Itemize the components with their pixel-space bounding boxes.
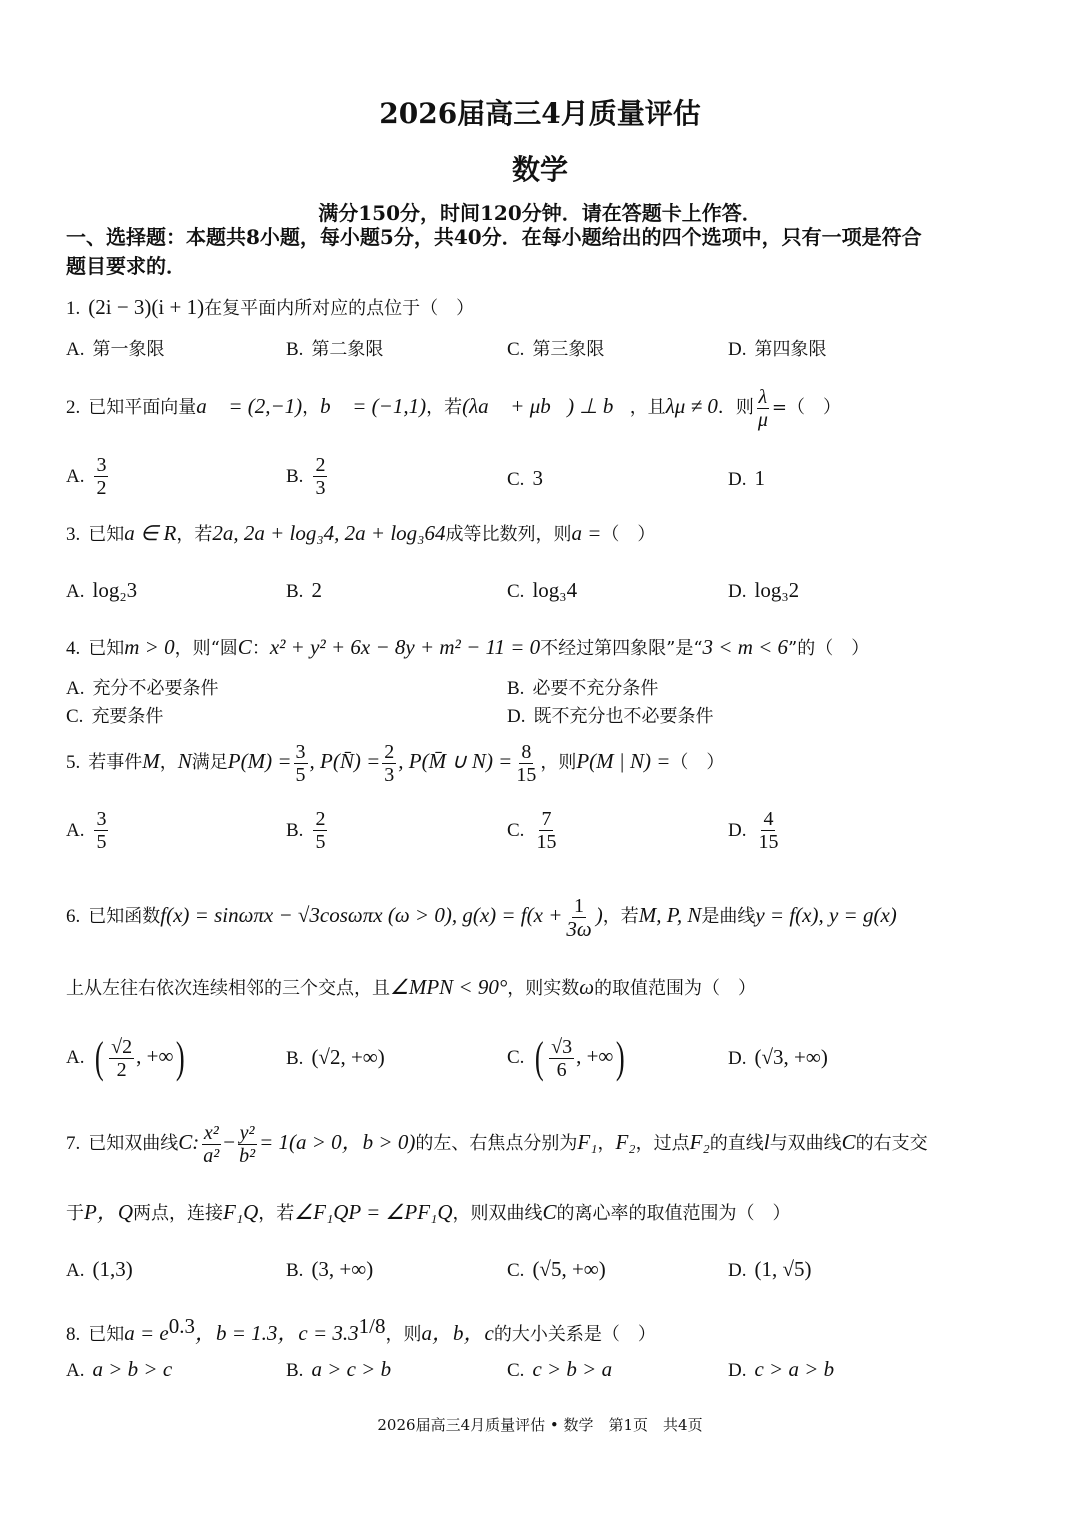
paren: ) [616,1033,626,1082]
option-text: log₂3 [92,578,138,602]
q3-option-c[interactable] [507,578,577,604]
option-text: c > a > b [754,1357,835,1381]
numerator: 2 [315,454,326,476]
option-label: A. [66,1260,85,1281]
option-label: B. [286,819,304,841]
text: 已知双曲线 [88,1133,179,1154]
option-label: C. [66,706,84,727]
text: 的取值范围为（ ） [594,978,757,999]
option-label: C. [507,581,525,602]
fraction [201,1122,221,1167]
option-text: , +∞ [136,1044,174,1068]
text: 是曲线 [701,906,756,927]
instructions: 满分150分，时间120分钟．请在答题卡上作答． [318,201,762,225]
paren: ) [176,1033,186,1082]
denominator: 3ω [566,916,592,941]
math: ，b = 1.3，c = 3.3 [195,1321,359,1345]
question-number: 8. [66,1324,81,1345]
option-label: B. [286,1360,304,1381]
math: N [177,749,192,773]
paren: ( [95,1033,105,1082]
q5-option-c[interactable] [507,808,560,853]
text: ，则“圆 [174,638,238,659]
section-heading-cont: 题目要求的． [66,254,186,278]
fraction [237,1122,257,1167]
q1-option-d[interactable] [728,338,826,362]
math: b⃗ = (−1,1) [320,394,427,418]
option-text: 1 [754,466,765,490]
question-1 [66,295,474,321]
numerator: 7 [541,808,552,830]
option-text: 第一象限 [92,339,165,360]
math: a = e [124,1321,169,1345]
option-text: , +∞ [576,1044,614,1068]
option-text: 既不充分也不必要条件 [533,706,714,727]
section-heading: 一、选择题：本题共8小题，每小题5分，共40分．在每小题给出的四个选项中，只有一项是符合 [66,225,922,249]
question-5 [66,738,724,786]
math: P(M | N) = [576,749,671,773]
q4-option-b[interactable] [507,677,658,701]
question-number: 1. [66,298,81,319]
numerator: 3 [96,808,107,830]
fraction [514,741,538,786]
fraction [756,386,770,431]
denominator: 15 [516,763,537,786]
denominator: 3 [384,763,395,786]
math: a = [571,521,602,545]
math: ∠MPN < 90° [390,975,508,999]
option-label: C. [507,1360,525,1381]
denominator: 15 [758,831,779,853]
paren: ( [535,1033,545,1082]
text: ，若 [258,1203,295,1224]
q4-option-a[interactable] [66,677,218,701]
q5-option-b[interactable] [286,808,329,853]
q1-option-c[interactable] [507,338,604,362]
math: f(x) = sinωπx − √3cosωπx (ω > 0), g(x) = f(x + [160,903,563,927]
option-text: (3, +∞) [311,1257,374,1281]
text: 于 [66,1203,84,1224]
numerator: 2 [384,740,395,763]
math: P(M) = [227,749,292,773]
math: a ∈ R [124,521,177,545]
denominator: 2 [116,1058,127,1081]
option-label: D. [728,819,747,841]
q7-option-d[interactable] [728,1257,812,1283]
numerator: 8 [521,740,532,763]
page-footer: 2026届高三4月质量评估 • 数学 第1页 共4页 [377,1416,703,1434]
text: ，若 [602,906,639,927]
text: ．则 [717,397,754,418]
numerator: y² [239,1121,255,1144]
question-8 [66,1314,656,1347]
subject-title: 数学 [511,153,568,186]
option-label: A. [66,339,85,360]
q4-option-d[interactable] [507,705,713,729]
option-label: C. [507,1047,525,1068]
option-text: 3 [532,466,543,490]
text: ，则 [385,1324,422,1345]
denominator: 5 [315,831,326,853]
q2-option-a[interactable] [66,454,110,499]
exam-title: 2026届高三4月质量评估 [379,97,701,130]
math: F₁Q [223,1200,259,1224]
fraction [294,741,308,786]
option-text: 第二象限 [311,339,384,360]
math: x² + y² + 6x − 8y + m² − 11 = 0 [269,635,541,659]
math: m > 0 [124,635,175,659]
option-label: B. [286,339,304,360]
option-label: D. [728,1260,747,1281]
option-label: B. [286,581,304,602]
q1-option-a[interactable] [66,338,164,362]
text: ： [251,638,270,659]
text: 已知函数 [88,906,161,927]
text: 两点，连接 [133,1203,223,1224]
denominator: a² [203,1144,220,1167]
option-label: B. [286,1260,304,1281]
question-6-cont [66,975,756,1001]
superscript: 0.3 [168,1314,195,1338]
text: 已知 [88,524,125,545]
option-label: D. [728,1360,747,1381]
math: a，b，c [421,1321,494,1345]
option-label: D. [728,339,747,360]
math: 3 < m < 6 [702,635,789,659]
text: ，则 [540,752,577,773]
option-label: D. [728,581,747,602]
text: ，过点 [635,1133,690,1154]
fraction [313,808,327,853]
text: （ ） [670,752,725,773]
math: M, P, N [638,903,702,927]
numerator: 1 [574,894,585,917]
q8-option-c[interactable] [507,1357,612,1383]
text: 不经过第四象限”是“ [540,638,703,659]
text: 的右支交 [855,1133,928,1154]
numerator: √2 [111,1035,133,1058]
math: F₁ [577,1130,598,1154]
option-text: c > b > a [532,1357,613,1381]
fraction [564,895,593,940]
option-label: C. [507,339,525,360]
math: C [542,1200,557,1224]
text: 与双曲线 [769,1133,842,1154]
q1-option-b[interactable] [286,338,383,362]
q7-option-b[interactable] [286,1257,373,1283]
denominator: 3 [315,477,326,499]
option-text: (1,3) [92,1257,133,1281]
text: ，若 [426,397,463,418]
numerator: λ [758,385,768,408]
math: (λa⃗ + μb⃗) ⊥ b⃗ [462,394,630,418]
option-label: B. [286,1048,304,1069]
text: ，则实数 [507,978,580,999]
fraction [382,741,396,786]
question-number: 2. [66,397,81,418]
text: 已知 [88,1324,125,1345]
option-text: 充分不必要条件 [92,678,219,699]
text: （ ） [601,524,656,545]
text: 已知 [88,638,125,659]
q6-option-b[interactable] [286,1045,385,1071]
denominator: μ [757,408,768,431]
fraction [94,808,108,853]
math: = 1(a > 0，b > 0) [259,1130,416,1154]
text: ，且 [629,397,666,418]
text: 的离心率的取值范围为（ ） [556,1203,791,1224]
question-4 [66,635,869,661]
fraction [534,808,558,853]
math: F₂ [689,1130,710,1154]
q2-option-b[interactable] [286,454,329,499]
text: 已知平面向量 [88,397,197,418]
question-number: 6. [66,906,81,927]
option-text: (√2, +∞) [311,1045,385,1069]
text: ，则双曲线 [452,1203,543,1224]
fraction [109,1036,134,1081]
math: 2a, 2a + log₃4, 2a + log₃64 [212,521,446,545]
denominator: 5 [295,763,306,786]
math: C [841,1130,856,1154]
question-number: 5. [66,752,81,773]
text: ， [159,752,178,773]
math: P，Q [84,1200,133,1224]
option-text: 第三象限 [532,339,605,360]
text: ， [302,397,321,418]
q7-option-a[interactable] [66,1257,133,1283]
question-7-cont [66,1200,791,1226]
option-label: A. [66,581,85,602]
option-label: A. [66,465,85,487]
fraction [94,454,108,499]
math: ω [579,975,595,999]
numerator: 3 [96,454,107,476]
text: 成等比数列，则 [445,524,572,545]
question-7 [66,1119,928,1167]
option-text: 2 [311,578,322,602]
option-text: log₃4 [532,578,578,602]
math: y = f(x), y = g(x) [755,903,897,927]
q4-option-c[interactable] [66,705,163,729]
question-6 [66,890,897,942]
math: F₂ [615,1130,636,1154]
question-3 [66,521,655,547]
q8-option-a[interactable] [66,1357,172,1383]
superscript: 1/8 [358,1314,386,1338]
option-label: C. [507,1260,525,1281]
math: C [237,635,252,659]
option-label: D. [728,1048,747,1069]
q7-option-c[interactable] [507,1257,606,1283]
option-text: a > c > b [311,1357,392,1381]
fraction [756,808,780,853]
numerator: 3 [295,740,306,763]
text: 的左、右焦点分别为 [415,1133,578,1154]
option-text: log₃2 [754,578,800,602]
text: ，若 [176,524,213,545]
denominator: 5 [96,831,107,853]
text: 若事件 [88,752,143,773]
numerator: x² [203,1121,219,1144]
q6-option-a[interactable] [66,1030,188,1084]
math: (2i − 3)(i + 1) [88,295,205,319]
option-label: A. [66,1047,85,1068]
q2-option-c[interactable] [507,466,543,492]
option-label: B. [286,465,304,487]
option-text: 第四象限 [754,339,827,360]
option-text: (√5, +∞) [532,1257,606,1281]
option-label: C. [507,469,525,490]
option-label: C. [507,819,525,841]
option-label: A. [66,678,85,699]
text: 的直线 [709,1133,764,1154]
option-label: A. [66,819,85,841]
q3-option-b[interactable] [286,578,322,604]
text: 在复平面内所对应的点位于（ ） [204,298,475,319]
q8-option-b[interactable] [286,1357,391,1383]
text: ”的（ ） [788,638,870,659]
q6-option-d[interactable] [728,1045,828,1071]
option-label: D. [728,469,747,490]
numerator: 2 [315,808,326,830]
option-text: 充要条件 [91,706,164,727]
option-text: a > b > c [92,1357,173,1381]
math: l [763,1130,770,1154]
text: =（ ） [771,397,841,418]
q5-option-d[interactable] [728,808,782,853]
math: M [142,749,160,773]
q3-option-a[interactable] [66,578,137,604]
option-text: (√3, +∞) [754,1045,828,1069]
q8-option-d[interactable] [728,1357,834,1383]
math: ) [595,903,603,927]
math: − [223,1130,236,1154]
question-number: 7. [66,1133,81,1154]
q2-option-d[interactable] [728,466,765,492]
question-2 [66,383,841,431]
q6-option-c[interactable] [507,1030,628,1084]
option-label: B. [507,678,525,699]
math: a⃗ = (2,−1) [196,394,303,418]
math: C: [178,1130,200,1154]
denominator: 6 [556,1058,567,1081]
option-label: A. [66,1360,85,1381]
text: ， [597,1133,616,1154]
fraction [549,1036,574,1081]
math: ∠F₁QP = ∠PF₁Q [294,1200,453,1224]
option-text: (1, √5) [754,1257,812,1281]
fraction [313,454,327,499]
text: 满足 [191,752,228,773]
numerator: √3 [551,1035,573,1058]
math: , P(M̄ ∪ N) = [398,749,513,773]
q3-option-d[interactable] [728,578,799,604]
question-number: 3. [66,524,81,545]
question-number: 4. [66,638,81,659]
math: , P(N̄) = [309,749,381,773]
denominator: 15 [536,831,557,853]
numerator: 4 [763,808,774,830]
text: 上从左往右依次连续相邻的三个交点，且 [66,978,390,999]
denominator: 2 [96,477,107,499]
option-label: D. [507,706,526,727]
text: 的大小关系是（ ） [493,1324,656,1345]
q5-option-a[interactable] [66,808,110,853]
option-text: 必要不充分条件 [532,678,659,699]
denominator: b² [239,1144,256,1167]
math: λμ ≠ 0 [665,394,718,418]
